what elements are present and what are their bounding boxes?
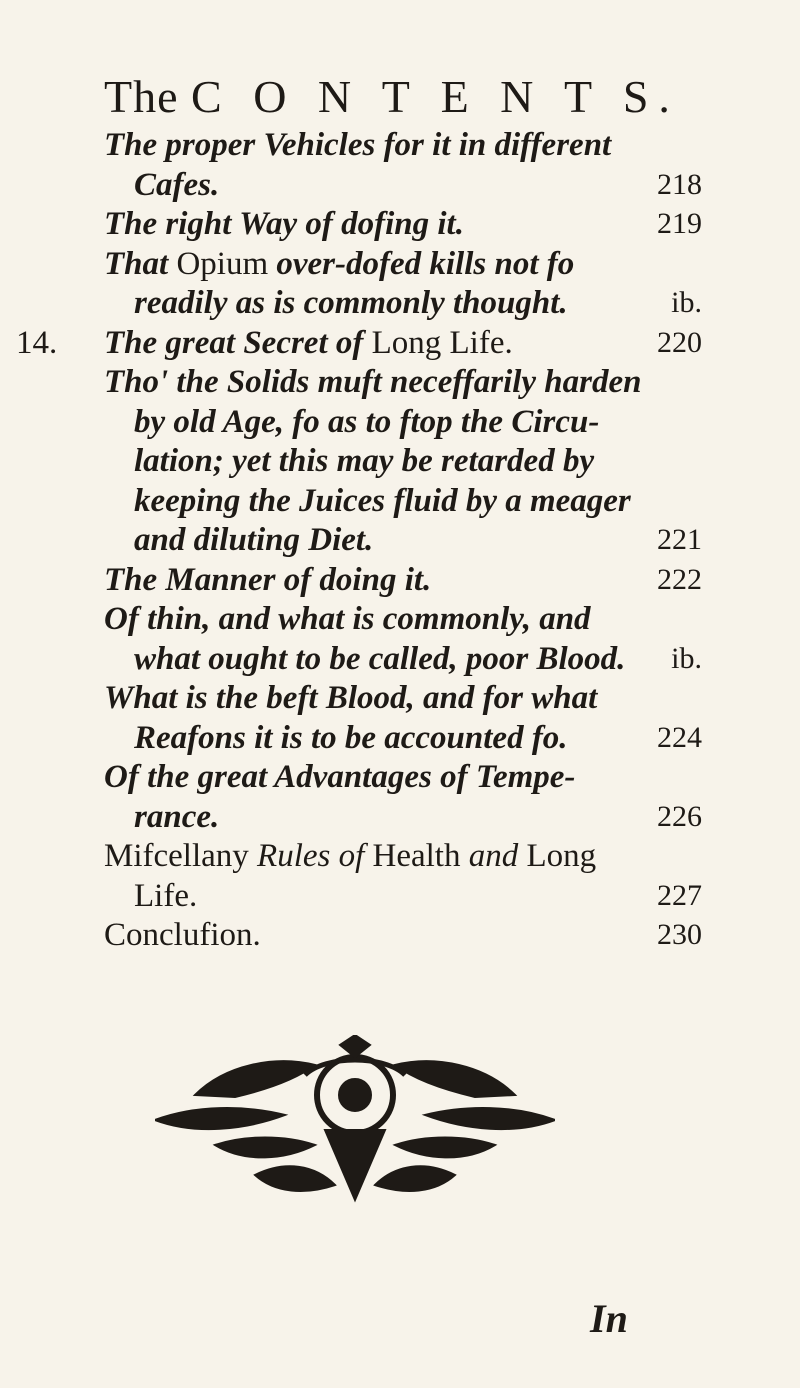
entry-line xyxy=(104,836,596,876)
entry-text: and xyxy=(468,838,527,874)
header-prefix: The xyxy=(104,71,179,122)
entry-line xyxy=(134,797,219,837)
page-number: 221 xyxy=(657,523,702,556)
catchword: In xyxy=(590,1296,628,1341)
entry-text: Opium xyxy=(176,245,277,282)
page-number: 227 xyxy=(657,878,702,912)
entry-text: Cafes. xyxy=(134,166,220,203)
page-number: 220 xyxy=(657,325,702,359)
entry-line xyxy=(104,362,642,402)
entry-line xyxy=(104,757,575,797)
page-number: 218 xyxy=(657,167,702,201)
entry-text: Reafons it is to be accounted fo. xyxy=(134,719,568,756)
entry-text: and diluting Diet. xyxy=(134,522,374,558)
entry-text: readily as is commonly thought. xyxy=(134,285,568,321)
entry-text: Life. xyxy=(134,877,198,914)
entry-line xyxy=(104,560,431,600)
printers-ornament xyxy=(155,1035,555,1210)
entry-line xyxy=(134,165,219,205)
entry-line xyxy=(104,204,464,244)
entry-line xyxy=(134,481,631,521)
entry-text: Tho' the Solids muft neceffarily harden xyxy=(104,364,642,400)
entry-line xyxy=(134,876,197,916)
page-number: ib. xyxy=(671,641,702,675)
entry-text: keeping the Juices fluid by a meager xyxy=(134,482,631,519)
entry-line xyxy=(134,402,599,442)
page-number: 226 xyxy=(657,799,702,833)
entry-text: Of the great Advantages of Tempe- xyxy=(104,759,576,795)
page-number: 222 xyxy=(657,562,702,596)
entry-line xyxy=(134,718,568,758)
entry-text: rance. xyxy=(134,798,220,835)
entry-line xyxy=(104,323,513,363)
page-number: 230 xyxy=(657,918,702,951)
entry-text: Long xyxy=(526,838,597,874)
entry-line xyxy=(134,520,373,560)
header-title: C O N T E N T S. xyxy=(191,71,680,122)
entry-text: lation; yet this may be retarded by xyxy=(134,443,595,479)
entry-line xyxy=(104,915,261,955)
entry-text: The Manner of doing it. xyxy=(104,561,432,598)
entry-line xyxy=(134,283,568,323)
entry-text: Rules of xyxy=(257,838,373,874)
entry-line xyxy=(104,125,611,165)
entry-text: The great Secret of xyxy=(104,324,372,361)
entry-line xyxy=(104,599,591,639)
page-number: 224 xyxy=(657,720,702,754)
page-header xyxy=(104,70,680,123)
entry-text: What is the beft Blood, and for what xyxy=(104,680,598,716)
entry-text: The right Way of dofing it. xyxy=(104,206,464,242)
entry-text: Health xyxy=(372,838,469,874)
entry-text: Of thin, and what is commonly, and xyxy=(104,601,591,637)
entry-text: That xyxy=(104,245,177,282)
page-number: ib. xyxy=(671,286,702,319)
entry-line xyxy=(104,678,597,718)
entry-text: Conclufion. xyxy=(104,917,261,953)
entry-line xyxy=(134,639,625,679)
entry-text: Mifcellany xyxy=(104,838,258,874)
chapter-number: 14. xyxy=(16,324,58,361)
entry-text: by old Age, fo as to ftop the Circu- xyxy=(134,403,600,440)
entry-text: what ought to be called, poor Blood. xyxy=(134,640,626,677)
entry-text: The proper Vehicles for it in different xyxy=(104,127,612,163)
entry-line xyxy=(104,244,574,284)
entry-line xyxy=(134,441,594,481)
entry-text: over-dofed kills not fo xyxy=(276,245,575,282)
entry-text: Long Life. xyxy=(371,324,513,361)
page-number: 219 xyxy=(657,207,702,240)
